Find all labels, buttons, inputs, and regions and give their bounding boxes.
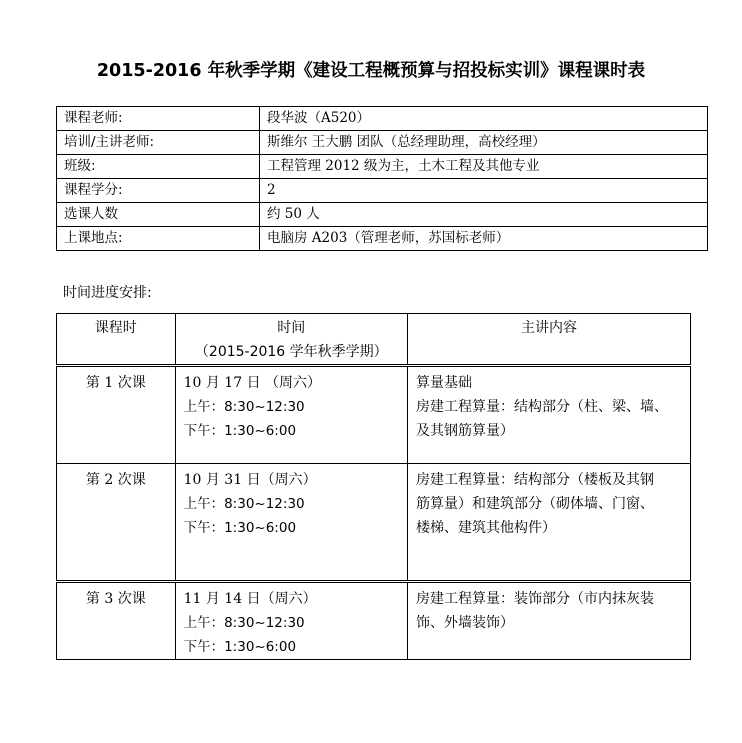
info-label: 上课地点: [57, 227, 260, 251]
lesson-am: 上午：8:30~12:30 [183, 399, 305, 415]
content-line: 筋算量）和建筑部分（砌体墙、门窗、 [415, 496, 654, 512]
header-time [175, 314, 407, 366]
lesson-pm: 下午：1:30~6:00 [183, 639, 297, 655]
content-line: 房建工程算量：结构部分（楼板及其钢 [415, 472, 654, 488]
schedule-header-row [57, 314, 691, 366]
table-row [57, 582, 691, 660]
info-value: 约 50 人 [260, 203, 708, 227]
info-label: 课程老师: [57, 107, 260, 131]
lesson-cell: 第 2 次课 [57, 464, 176, 582]
lesson-pm: 下午：1:30~6:00 [183, 423, 297, 439]
header-time-label: 时间 [277, 320, 306, 336]
table-row [57, 366, 691, 464]
content-line: 饰、外墙装饰） [415, 615, 514, 631]
info-label: 培训/主讲老师: [57, 131, 260, 155]
header-time-sub: （2015-2016 学年秋季学期） [194, 344, 388, 360]
info-value: 2 [260, 179, 708, 203]
time-cell [175, 464, 407, 582]
content-cell [407, 366, 690, 464]
lesson-am: 上午：8:30~12:30 [183, 496, 305, 512]
lesson-date: 10 月 17 日 （周六） [183, 375, 322, 391]
table-row [57, 464, 691, 582]
info-row [57, 227, 708, 251]
info-label: 选课人数 [57, 203, 260, 227]
course-info-table [56, 106, 708, 251]
info-row [57, 155, 708, 179]
lesson-pm: 下午：1:30~6:00 [183, 520, 297, 536]
content-line: 房建工程算量：装饰部分（市内抹灰装 [415, 591, 654, 607]
info-value: 工程管理 2012 级为主，土木工程及其他专业 [260, 155, 708, 179]
content-line: 算量基础 [415, 375, 472, 391]
header-lesson: 课程时 [57, 314, 176, 366]
info-row [57, 131, 708, 155]
info-row [57, 107, 708, 131]
schedule-table [56, 313, 691, 660]
content-line: 楼梯、建筑其他构件） [415, 520, 556, 536]
time-cell [175, 582, 407, 660]
time-cell [175, 366, 407, 464]
lesson-date: 11 月 14 日（周六） [183, 591, 317, 607]
content-line: 房建工程算量：结构部分（柱、梁、墙、 [415, 399, 668, 415]
lesson-cell: 第 1 次课 [57, 366, 176, 464]
content-cell [407, 582, 690, 660]
info-label: 课程学分: [57, 179, 260, 203]
info-row [57, 203, 708, 227]
lesson-am: 上午：8:30~12:30 [183, 615, 305, 631]
info-row [57, 179, 708, 203]
lesson-date: 10 月 31 日（周六） [183, 472, 317, 488]
info-value: 斯维尔 王大鹏 团队（总经理助理，高校经理） [260, 131, 708, 155]
info-value: 电脑房 A203（管理老师，苏国标老师） [260, 227, 708, 251]
document-title: 2015-2016 年秋季学期《建设工程概预算与招投标实训》课程课时表 [96, 61, 646, 81]
lesson-cell: 第 3 次课 [57, 582, 176, 660]
schedule-heading: 时间进度安排: [63, 285, 152, 301]
content-cell [407, 464, 690, 582]
info-value: 段华波（A520） [260, 107, 708, 131]
content-line: 及其钢筋算量） [415, 423, 514, 439]
info-label: 班级: [57, 155, 260, 179]
header-content: 主讲内容 [407, 314, 690, 366]
